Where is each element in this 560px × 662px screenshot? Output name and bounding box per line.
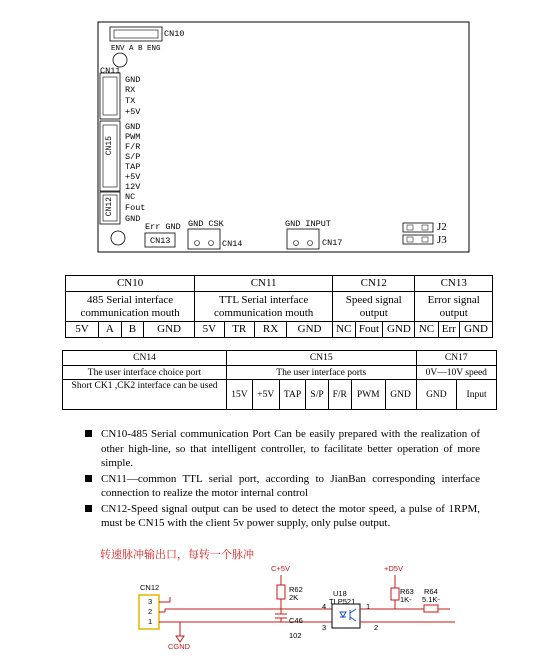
schematic-pin-label: 2 xyxy=(148,607,153,616)
table1-description: TTL Serial interface communication mouth xyxy=(195,292,333,322)
cn15-pin: GND xyxy=(125,122,141,132)
cn14-label: CN14 xyxy=(222,239,243,249)
cn12-pin: NC xyxy=(125,192,136,202)
table1-pin: 5V xyxy=(66,322,99,338)
cn11-pin: +5V xyxy=(125,107,141,117)
d5v-label: +D5V xyxy=(384,564,403,573)
r63-value: 1K- xyxy=(400,595,412,604)
cn13-label: CN13 xyxy=(150,236,171,246)
table2-description: The user interface ports xyxy=(227,366,417,380)
u18-part: TLP521 xyxy=(329,597,356,606)
note-item: CN12-Speed signal output can be used to detect the motor speed, a pulse of 1RPM, must be CN15 with the client 5v power supply, only pulse output. xyxy=(85,502,480,531)
cn15-label: CN15 xyxy=(105,136,114,156)
schematic-pin-label: 1 xyxy=(148,617,153,626)
cn15-pin: S/P xyxy=(125,152,141,162)
r62-value: 2K xyxy=(289,593,299,602)
cn12-label: CN12 xyxy=(105,197,114,217)
table1-pin: GND xyxy=(287,322,333,338)
table1-header: CN12 xyxy=(333,276,415,292)
table1-pin: TR xyxy=(224,322,254,338)
cn12-pin: Fout xyxy=(125,203,146,213)
cn15-pin: PWM xyxy=(125,132,141,142)
cn17-connector xyxy=(287,229,319,249)
table1-header: CN10 xyxy=(66,276,195,292)
cn15-pin: TAP xyxy=(125,162,141,172)
notes-list xyxy=(85,427,480,532)
j2-jumper xyxy=(403,223,433,232)
table2-pin: F/R xyxy=(328,380,351,410)
table1-pin: Fout xyxy=(355,322,383,338)
opto-pin-label: 4 xyxy=(322,602,327,611)
table2-pin: TAP xyxy=(279,380,306,410)
u18-optocoupler xyxy=(332,604,360,628)
cgnd-label: CGND xyxy=(168,642,191,651)
table1-pin: Err xyxy=(438,322,460,338)
speed-output-schematic xyxy=(0,560,560,662)
cn11-pin: GND xyxy=(125,75,141,85)
cn14-connector xyxy=(188,229,220,249)
pcb-outline xyxy=(98,22,469,252)
opto-pin-label: 1 xyxy=(366,602,371,611)
j2-label: J2 xyxy=(437,221,447,233)
table1-pin: GND xyxy=(460,322,493,338)
table2-header: CN15 xyxy=(227,351,417,366)
table2-pin: Input xyxy=(457,380,497,410)
board-diagram xyxy=(0,0,560,262)
schematic-wires xyxy=(0,560,560,662)
u18-label: U18 xyxy=(333,589,347,598)
table2-header: CN14 xyxy=(63,351,227,366)
cn10-pins-label: ENV A B ENG xyxy=(111,45,161,53)
cn13-pins-label: Err GND xyxy=(145,222,181,232)
table2-pin: S/P xyxy=(306,380,328,410)
table1-description: 485 Serial interface communication mouth xyxy=(66,292,195,322)
table1-pin: NC xyxy=(333,322,356,338)
cn15-pin: F/R xyxy=(125,142,141,152)
table1-description: Error signal output xyxy=(415,292,493,322)
cn11-pin: RX xyxy=(125,85,136,95)
table1-pin: NC xyxy=(415,322,438,338)
table1-pin: GND xyxy=(383,322,415,338)
note-item: CN10-485 Serial communication Port Can be easily prepared with the realization of other high-line, so that intelligent controller, to facilitate better operation of more simple. xyxy=(85,427,480,471)
square-bullet-icon xyxy=(85,430,92,437)
table1-pin: B xyxy=(121,322,143,338)
table2-description: The user interface choice port xyxy=(63,366,227,380)
table2-pin: +5V xyxy=(252,380,279,410)
table1-description: Speed signal output xyxy=(333,292,415,322)
cn17-pins-label: GND INPUT xyxy=(285,219,331,229)
table1-pin: A xyxy=(98,322,121,338)
schematic-cn12-label: CN12 xyxy=(140,583,160,592)
table2-pin: 15V xyxy=(227,380,253,410)
table2-pin: GND xyxy=(385,380,416,410)
schematic-title: 转速脉冲输出口，每转一个脉冲 xyxy=(100,548,254,561)
c46-label: C46 xyxy=(289,616,303,625)
connector-table-1 xyxy=(65,275,493,338)
table1-header: CN13 xyxy=(415,276,493,292)
table1-pin: RX xyxy=(254,322,286,338)
r64-label: R64 xyxy=(424,587,438,596)
cn11-label: CN11 xyxy=(100,66,121,76)
board-outline xyxy=(0,0,560,262)
table2-pin: GND xyxy=(416,380,457,410)
table1-header: CN11 xyxy=(195,276,333,292)
cn10-connector xyxy=(110,27,162,41)
table2-cn14-note: Short CK1 ,CK2 interface can be used xyxy=(63,380,227,410)
table1-pin: 5V xyxy=(195,322,224,338)
c46-value: 102 xyxy=(289,631,302,640)
square-bullet-icon xyxy=(85,505,92,512)
cn15-pin: 12V xyxy=(125,182,141,192)
cn15-pin: +5V xyxy=(125,172,141,182)
table2-description: 0V—10V speed xyxy=(416,366,496,380)
mounting-hole-bottom xyxy=(111,231,125,245)
table2-pin: PWM xyxy=(351,380,385,410)
schematic-pin-label: 3 xyxy=(148,597,153,606)
cn17-label: CN17 xyxy=(322,238,343,248)
r63-label: R63 xyxy=(400,587,414,596)
r64-value: 5.1K- xyxy=(422,595,440,604)
note-item: CN11—common TTL serial port, according to JianBan corresponding interface connection to realize the motor internal control xyxy=(85,472,480,501)
connector-table-2 xyxy=(62,350,497,410)
cn10-label: CN10 xyxy=(164,29,185,39)
table1-pin: GND xyxy=(143,322,194,338)
j3-label: J3 xyxy=(437,234,447,246)
j3-jumper xyxy=(403,235,433,244)
square-bullet-icon xyxy=(85,475,92,482)
cn11-pin: TX xyxy=(125,96,136,106)
mounting-hole-top xyxy=(113,53,127,67)
cn14-pins-label: GND CSK xyxy=(188,219,224,229)
c5v-label: C+5V xyxy=(271,564,290,573)
table2-header: CN17 xyxy=(416,351,496,366)
cn12-pin: GND xyxy=(125,214,141,224)
opto-pin-label: 3 xyxy=(322,623,327,632)
r62-label: R62 xyxy=(289,585,303,594)
opto-pin-label: 2 xyxy=(374,623,379,632)
